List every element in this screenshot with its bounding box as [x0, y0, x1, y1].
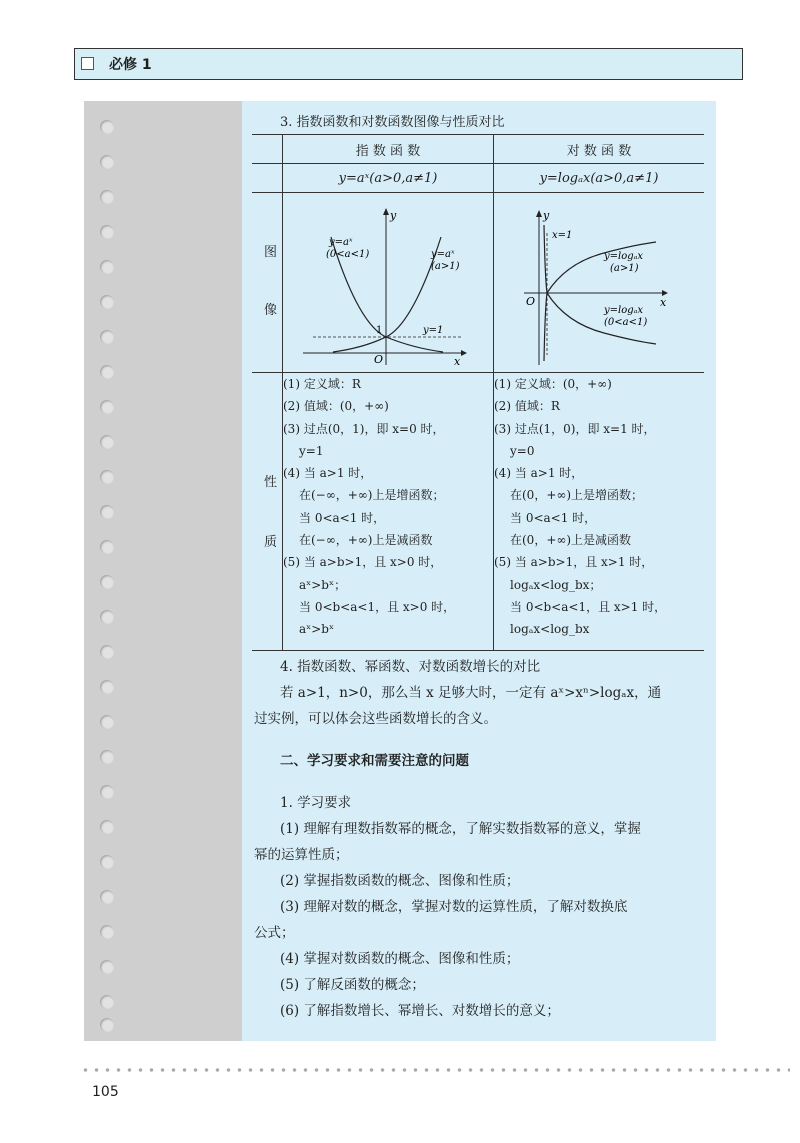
exp-prop-line: (4) 当 a>1 时，	[283, 466, 373, 481]
log-prop-line: (4) 当 a>1 时，	[494, 466, 584, 481]
requirement-line: (4) 掌握对数函数的概念、图像和性质；	[280, 951, 520, 967]
requirement-line: 幂的运算性质；	[254, 847, 349, 863]
exp-prop-line: (1) 定义域：R	[283, 377, 361, 391]
binder-hole-icon	[100, 1018, 114, 1032]
log-prop-line: 当 0<a<1 时，	[510, 510, 597, 525]
requirements-title: 1. 学习要求	[280, 795, 352, 811]
footer-dotted-rule	[80, 1068, 790, 1072]
binder-hole-icon	[100, 330, 114, 344]
exp-prop-line: 当 0<b<a<1，且 x>0 时，	[299, 599, 456, 614]
binder-hole-icon	[100, 925, 114, 939]
exp-one-label: 1	[376, 325, 383, 336]
exp-left-curve-label-2: (0<a<1)	[326, 249, 370, 260]
binder-hole-icon	[100, 750, 114, 764]
log-definition: y=logₐx(a>0,a≠1)	[494, 164, 705, 193]
exp-line-label: y=1	[423, 325, 444, 336]
header-square-icon	[81, 57, 94, 70]
binder-hole-icon	[100, 295, 114, 309]
log-upper-curve-label-1: y=logₐx	[604, 251, 644, 262]
section4-line2: 过实例，可以体会这些函数增长的含义。	[254, 711, 497, 727]
label-image-1: 图	[264, 245, 278, 260]
log-prop-line: logₐx<log_bx；	[510, 577, 602, 592]
log-prop-line: 当 0<b<a<1，且 x>1 时，	[510, 599, 667, 614]
binder-hole-icon	[100, 120, 114, 134]
log-prop-line: (5) 当 a>b>1，且 x>1 时，	[494, 555, 654, 570]
col-header-exp: 指 数 函 数	[283, 135, 494, 164]
requirement-line: 公式；	[254, 925, 295, 941]
binder-hole-icon	[100, 470, 114, 484]
exp-graph-cell	[283, 193, 494, 373]
part2-title: 二、学习要求和需要注意的问题	[280, 753, 469, 769]
label-image-2: 像	[264, 303, 278, 318]
section4-line1: 若 a>1，n>0，那么当 x 足够大时，一定有 aˣ>xⁿ>logₐx，通	[280, 685, 662, 701]
log-prop-line: 在(0，+∞)上是增函数；	[510, 488, 644, 503]
exp-prop-line: 在(−∞，+∞)上是减函数	[299, 533, 433, 548]
exp-y-label: y	[390, 209, 397, 222]
exp-prop-line: y=1	[299, 443, 324, 458]
log-origin-label: O	[526, 295, 536, 308]
exp-right-curve-label-1: y=aˣ	[431, 249, 455, 260]
exp-left-curve-label-1: y=aˣ	[329, 237, 353, 248]
binder-hole-icon	[100, 575, 114, 589]
exp-y-arrow-icon	[383, 208, 389, 215]
log-upper-curve-label-2: (a>1)	[610, 263, 639, 274]
log-graph-cell	[494, 193, 705, 373]
binder-hole-icon	[100, 785, 114, 799]
exp-x-arrow-icon	[461, 350, 467, 356]
exp-prop-line: aˣ>bˣ；	[299, 577, 347, 592]
log-prop-line: (1) 定义域：(0，+∞)	[494, 377, 612, 391]
requirement-line: (5) 了解反函数的概念；	[280, 977, 425, 993]
binder-hole-icon	[100, 645, 114, 659]
exp-right-curve-label-2: (a>1)	[431, 261, 460, 272]
log-properties	[494, 373, 705, 651]
page-number: 105	[92, 1084, 119, 1100]
log-prop-line: 在(0，+∞)上是减函数	[510, 533, 632, 548]
binder-hole-icon	[100, 190, 114, 204]
comparison-table	[252, 134, 704, 651]
binder-hole-icon	[100, 225, 114, 239]
binder-hole-icon	[100, 400, 114, 414]
exp-prop-line: aˣ>bˣ	[299, 622, 335, 637]
log-y-label: y	[543, 209, 550, 222]
binder-hole-icon	[100, 540, 114, 554]
binder-hole-icon	[100, 855, 114, 869]
exp-origin-label: O	[374, 353, 384, 366]
requirement-line: (2) 掌握指数函数的概念、图像和性质；	[280, 873, 520, 889]
log-lower-curve-label-1: y=logₐx	[604, 305, 644, 316]
col-header-log: 对 数 函 数	[494, 135, 705, 164]
exp-prop-line: (2) 值域：(0，+∞)	[283, 399, 389, 414]
binder-hole-icon	[100, 715, 114, 729]
binder-hole-icon	[100, 610, 114, 624]
binder-hole-icon	[100, 365, 114, 379]
exp-prop-line: 当 0<a<1 时，	[299, 510, 386, 525]
section3-title: 3. 指数函数和对数函数图像与性质对比	[280, 115, 505, 130]
exp-prop-line: (3) 过点(0，1)，即 x=0 时，	[283, 421, 445, 436]
log-x-label: x	[660, 296, 667, 309]
exp-x-label: x	[454, 355, 461, 368]
row-label-properties	[252, 373, 283, 651]
chapter-header	[74, 48, 743, 80]
binder-hole-icon	[100, 435, 114, 449]
binder-spine	[84, 101, 242, 1041]
label-prop-2: 质	[264, 535, 278, 550]
log-x1-label: x=1	[552, 230, 573, 241]
log-lower-curve-label-2: (0<a<1)	[604, 317, 648, 328]
log-graph	[494, 193, 704, 369]
log-prop-line: (2) 值域：R	[494, 399, 560, 414]
binder-hole-icon	[100, 505, 114, 519]
binder-hole-icon	[100, 890, 114, 904]
requirement-line: (6) 了解指数增长、幂增长、对数增长的意义；	[280, 1003, 560, 1019]
log-prop-line: logₐx<log_bx	[510, 622, 590, 637]
exp-prop-line: (5) 当 a>b>1，且 x>0 时，	[283, 555, 443, 570]
binder-hole-icon	[100, 820, 114, 834]
requirement-line: (3) 理解对数的概念，掌握对数的运算性质，了解对数换底	[280, 899, 628, 915]
exp-prop-line: 在(−∞，+∞)上是增函数；	[299, 488, 445, 503]
binder-hole-icon	[100, 960, 114, 974]
exp-definition: y=aˣ(a>0,a≠1)	[283, 164, 494, 193]
binder-hole-icon	[100, 155, 114, 169]
binder-hole-icon	[100, 680, 114, 694]
log-y-arrow-icon	[536, 210, 542, 217]
log-prop-line: (3) 过点(1，0)，即 x=1 时，	[494, 421, 656, 436]
row-label-image	[252, 193, 283, 373]
binder-hole-icon	[100, 260, 114, 274]
exp-properties	[283, 373, 494, 651]
requirement-line: (1) 理解有理数指数幂的概念，了解实数指数幂的意义，掌握	[280, 821, 641, 837]
log-prop-line: y=0	[510, 443, 535, 458]
exp-graph	[283, 193, 493, 369]
section4-title: 4. 指数函数、幂函数、对数函数增长的对比	[280, 659, 541, 675]
binder-hole-icon	[100, 995, 114, 1009]
label-prop-1: 性	[264, 475, 278, 490]
header-title: 必修 1	[109, 57, 152, 73]
content-panel	[242, 101, 716, 1041]
